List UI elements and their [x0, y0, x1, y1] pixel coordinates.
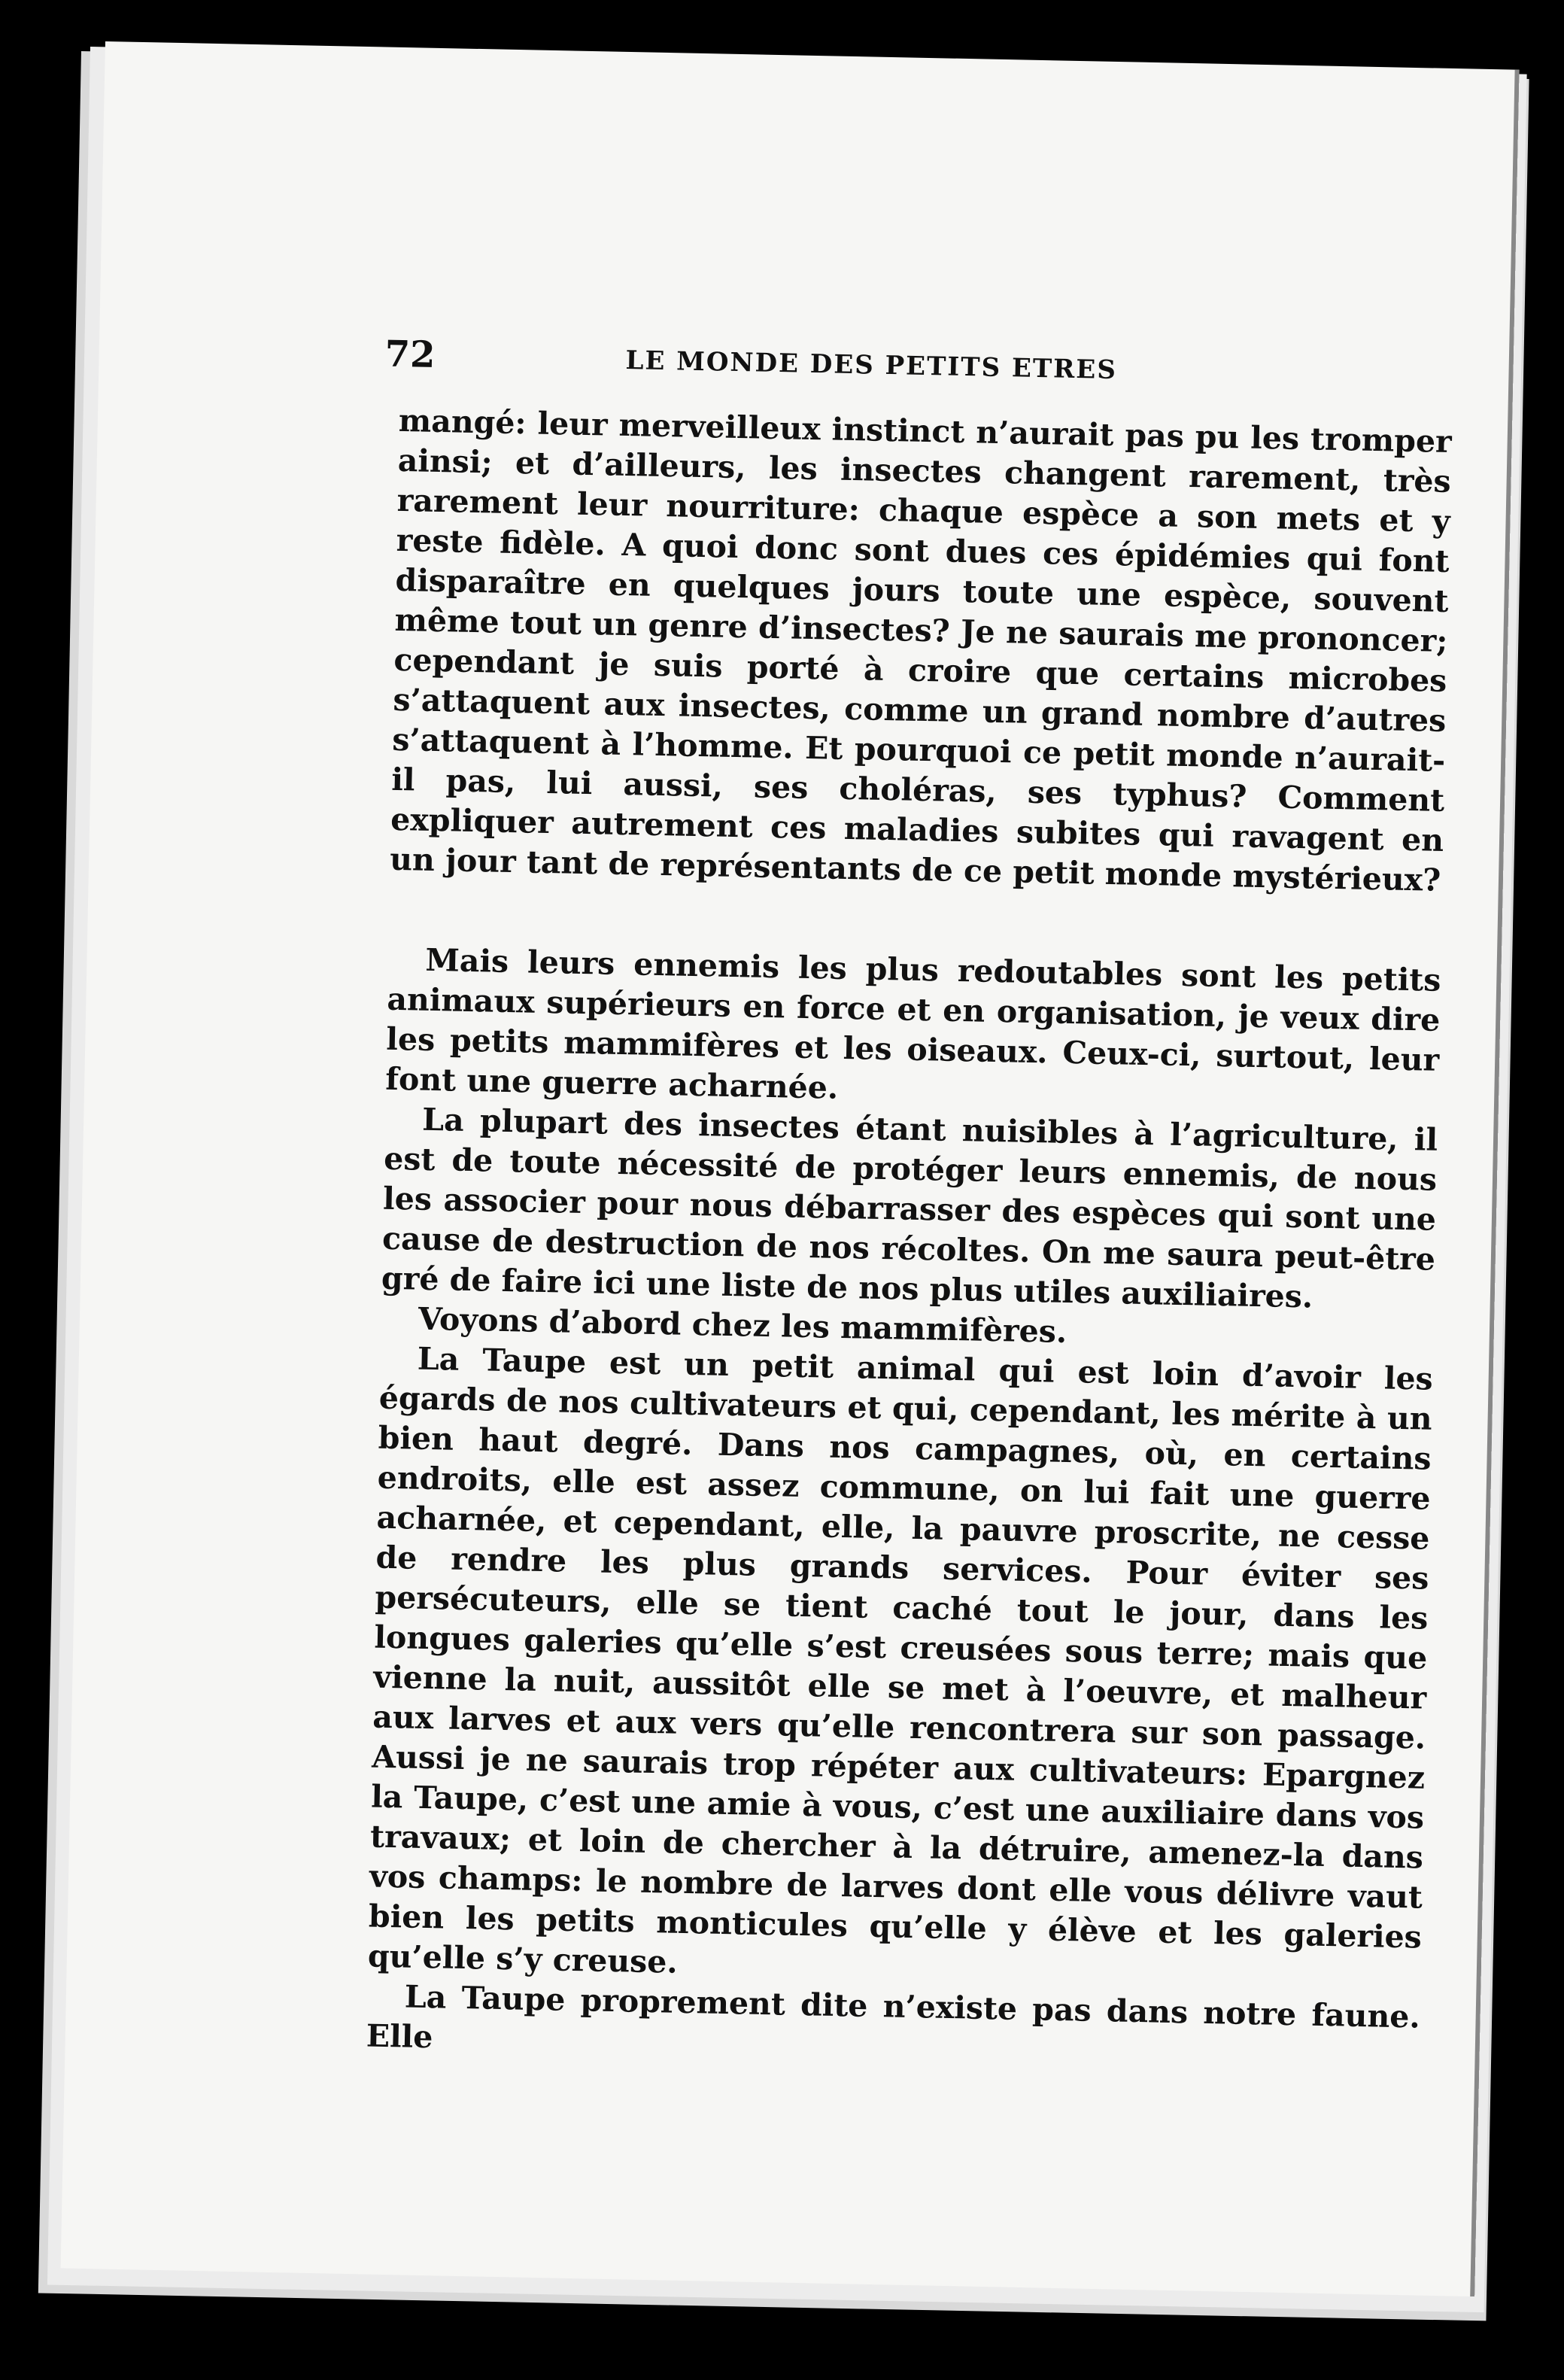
paragraph-1: mangé: leur merveilleux instinct n’aurait pas pu les tromper ainsi; et d’ailleurs, les insectes changent rarement, très rarement leur nourriture: chaque espèce a son mets et y reste fidèle. A quoi donc sont dues ces épidémies qui font disparaître en quelques jours toute une espèce, souvent même tout un genre d’insectes? Je ne saurais me prononcer; cependant je suis porté à croire que certains microbes s’attaquent aux insectes, comme un grand nombre d’autres s’attaquent à l’homme. Et pourquoi ce petit monde n’aurait-il pas, lui aussi, ses choléras, ses typhus? Comment expliquer autrement ces maladies subites qui ravagent en un jour tant de représentants de ce petit monde mystérieux? [389, 402, 1453, 898]
paragraph-3: La plupart des insectes étant nuisibles à l’agriculture, il est de toute nécessité de protéger leurs ennemis, de nous les associer pour nous débarrasser des espèces qui sont une cause de destruction de nos récoltes. On me saura peut-être gré de faire ici une liste de nos plus utiles auxiliaires. [381, 1101, 1438, 1315]
paragraph-6: La Taupe proprement dite n’existe pas dans notre faune. Elle [366, 1978, 1421, 2056]
book-page [61, 41, 1520, 2296]
page-number: 72 [384, 333, 436, 376]
page-content [366, 333, 1453, 2078]
paragraph-4: Voyons d’abord chez les mammifères. [418, 1300, 1067, 1350]
paragraph-5: La Taupe est un petit animal qui est loin d’avoir les égards de nos cultivateurs et qui, cependant, les mérite à un bien haut degré. Dans nos campagnes, où, en certains endroits, elle est assez commune, on lui fait une guerre acharnée, et cependant, elle, la pauvre proscrite, ne cesse de rendre les plus grands services. Pour éviter ses persécuteurs, elle se tient caché tout le jour, dans les longues galeries qu’elle s’est creusées sous terre; mais que vienne la nuit, aussitôt elle se met à l’oeuvre, et malheur aux larves et aux vers qu’elle rencontrera sur son passage. Aussi je ne saurais trop répéter aux cultivateurs: Epargnez la Taupe, c’est une amie à vous, c’est une auxiliaire dans vos travaux; et loin de chercher à la détruire, amenez-la dans vos champs: le nombre de larves dont elle vous délivre vaut bien les petits monticules qu’elle y élève et les galeries qu’elle s’y creuse. [367, 1340, 1434, 1980]
running-title: LE MONDE DES PETITS ETRES [625, 345, 1118, 386]
paragraph-2: Mais leurs ennemis les plus redoutables sont les petits animaux supérieurs en force et en organisation, je veux dire les petits mammifères et les oiseaux. Ceux-ci, surtout, leur font une guerre acharnée. [384, 941, 1441, 1106]
